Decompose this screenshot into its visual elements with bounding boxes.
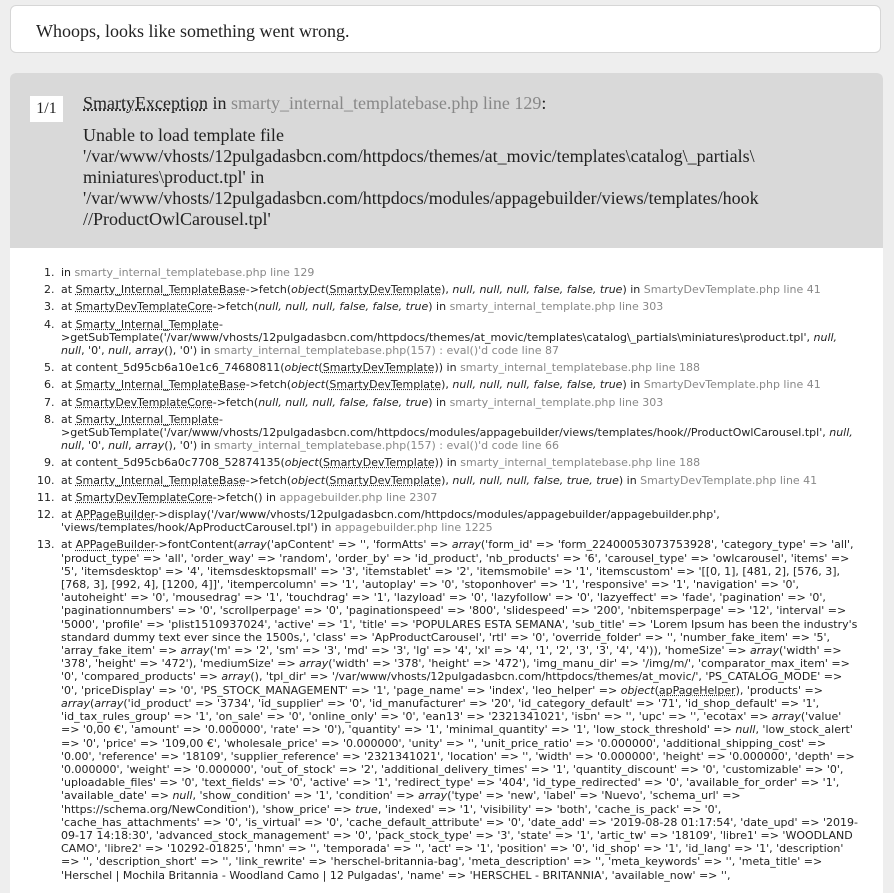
trace-text: , [128,344,136,358]
trace-text: ->fontContent( [154,538,238,552]
trace-text: ) in [428,395,450,409]
trace-class: SmartyDevTemplate [322,456,435,470]
trace-text: at [61,412,76,426]
trace-text: at content_5d95cb6a10e1c6_74680811( [61,361,285,375]
exception-in: in [207,93,231,113]
trace-text: object [291,283,326,297]
trace-text: ('id_product' => '3734', 'id_supplier' => '0', 'id_manufacturer' => '20', 'id_category_default' => '71', 'id_shop_default' => '1', 'id_tax_rules_group' => '1', 'on_sale' => '0', 'online_only' => '0', 'ean13' => '2321341021', 'isbn' => '', 'upc' => '', 'ecotax' => [61,696,820,724]
trace-location: smarty_internal_templatebase.php line 188 [460,361,700,375]
trace-location: appagebuilder.php line 2307 [279,490,438,504]
trace-text: in [61,266,75,279]
trace-class: SmartyDevTemplate [329,473,442,487]
trace-location: smarty_internal_template.php line 303 [449,395,664,409]
trace-text: ) in [428,300,450,314]
trace-class: APPageBuilder [75,538,155,552]
trace-location: smarty_internal_templatebase.php line 129 [74,266,315,279]
message-line: miniatures\product.tpl' in [83,167,265,187]
trace-text: (), '0') in [164,439,215,453]
trace-item [58,413,861,453]
trace-text: array [94,696,124,710]
trace-text: at [61,490,76,504]
exception-header [10,73,883,248]
trace-location: SmartyDevTemplate.php line 41 [640,473,818,487]
trace-class: SmartyDevTemplateCore [75,300,213,314]
exception-class: SmartyException [83,93,208,113]
trace-text: array [135,439,165,453]
trace-text: at [61,538,76,552]
trace-text: object [291,473,326,487]
trace-text: ('m' => '2', 'sm' => '3', 'md' => '3', 'lg' => '4', 'xl' => '4', '1', '2', '3', '3', '4', '4')), 'homeSize' => [209,644,750,658]
trace-text: null [172,789,193,803]
trace-class: Smarty_Internal_TemplateBase [75,283,246,297]
trace-text: , '0', [81,344,109,358]
trace-text: null [735,723,756,737]
trace-location: appagebuilder.php line 1225 [334,521,493,535]
trace-location: SmartyDevTemplate.php line 41 [643,283,821,297]
trace-text: object [284,361,319,375]
trace-text: ('apContent' => '', 'formAtts' => [266,538,452,552]
trace-text: ->getSubTemplate('/var/www/vhosts/12pulgadasbcn.com/httpdocs/themes/at_movic/templates\catalog\_partials\miniatures\product.tpl', [61,317,814,344]
trace-text: ->fetch( [245,283,292,297]
trace-location: SmartyDevTemplate.php line 41 [643,378,821,392]
trace-text: array [221,670,251,684]
trace-text: null, null, null, false, false, true [452,283,623,297]
trace-location: smarty_internal_templatebase.php(157) : eval()'d code line 87 [214,344,560,358]
trace-text: null, null [61,330,838,358]
trace-text: at [61,283,76,297]
error-alert [10,5,881,53]
trace-item [58,283,861,296]
trace-class: Smarty_Internal_Template [75,412,219,426]
trace-text: array [771,710,801,724]
message-line: '/var/www/vhosts/12pulgadasbcn.com/httpdocs/modules/appagebuilder/views/templates/hook [83,188,759,208]
trace-item [58,508,861,534]
trace-class: APPageBuilder [75,508,155,522]
trace-text: array [237,538,267,552]
stack-trace [10,266,883,886]
message-line: Unable to load template file [83,125,284,145]
trace-text: null, null, null, false, false, true [258,300,429,314]
error-message: Whoops, looks like something went wrong. [36,21,350,41]
trace-text: ->fetch() in [212,490,280,504]
trace-text: array [180,644,210,658]
trace-text: null, null, null, false, false, true [258,395,429,409]
trace-text: ( [90,696,95,710]
trace-text: ( [318,361,323,375]
trace-text: array [451,538,481,552]
trace-class: Smarty_Internal_Template [75,317,219,331]
trace-text: ('value' => '0,00 €', 'amount' => '0.000000', 'rate' => '0'), 'quantity' => '1', 'minimal_quantity' => '1', 'low_stock_threshold' => [61,710,842,737]
trace-text: null, null, null, false, true, true [452,473,619,487]
trace-text: ('width' => '378', 'height' => '472'), 'img_manu_dir' => '/img/m/', 'comparator_max_item' => '0', 'compared_products' => [61,657,850,684]
trace-text: ( [325,378,330,392]
trace-text: object [620,683,655,697]
trace-location: smarty_internal_templatebase.php line 188 [460,456,701,470]
trace-text: ('type' => 'new', 'label' => 'Nuevo', 'schema_url' => 'https://schema.org/NewCondition'), 'show_price' => [61,789,741,816]
trace-text: ( [325,283,330,297]
trace-text: ), [441,473,453,487]
trace-text: , 'indexed' => '1', 'visibility' => 'both', 'cache_is_pack' => '0', 'cache_has_attachments' => '0', 'is_virtual' => '0', 'cache_default_attribute' => '0', 'date_add' => '2019-08-28 01:17:54', 'date_upd' => '2019-09-17 14:18:30', 'advanced_stock_management' => '0', 'pack_stock_type' => '3', 'state' => '1', 'artic_tw' => '18109', 'libre1' => 'WOODLAND CAMO', 'libre2' => '10292-01825', 'hmn' => '', 'temporada' => '', 'act' => '1', 'position' => '0', 'id_shop' => '1', 'id_lang' => '1', 'description' => '', 'description_short' => '', 'link_rewrite' => 'herschel-britannia-bag', 'meta_description' => '', 'meta_keywords' => '', 'meta_title' => 'Herschel | Mochila Britannia - Woodland Camo | 12 Pulgadas', 'name' => 'HERSCHEL - BRITANNIA', 'available_now' => '', [61,802,858,882]
trace-text: (), 'tpl_dir' => '/var/www/vhosts/12pulgadasbcn.com/httpdocs/themes/at_movic/', 'PS_CATALOG_MODE' => '0', 'priceDisplay' => '0', 'PS_STOCK_MANAGEMENT' => '1', 'page_name' => 'index', 'leo_helper' => [61,670,843,697]
trace-text: ->fetch( [245,378,292,392]
trace-text: array [299,657,329,671]
trace-text: at content_5d95cb6a0c7708_52874135( [61,456,285,470]
trace-class: apPageHelper [658,683,736,697]
trace-text: at [61,395,76,409]
trace-text: at [61,473,76,487]
trace-item [58,474,861,487]
trace-text: ('form_id' => 'form_22400053073753928', 'category_type' => 'all', 'product_type' => 'all', 'order_way' => 'random', 'order_by' => 'id_product', 'nb_products' => '6', 'carousel_type' => 'owlcarousel', 'items' => '5', 'itemsdesktop' => '4', 'itemsdesktopsmall' => '3', 'itemstablet' => '2', 'itemsmobile' => '1', 'itemscustom' => '[[0, 1], [481, 2], [576, 3], [768, 3], [992, 4], [1200, 4]]', 'itempercolumn' => '1', 'autoplay' => '0', 'stoponhover' => '1', 'responsive' => '1', 'navigation' => '0', 'autoheight' => '0', 'mousedrag' => '1', 'touchdrag' => '1', 'lazyload' => '0', 'lazyfollow' => '0', 'lazyeffect' => 'fade', 'pagination' => '0', 'paginationnumbers' => '0', 'scrollperpage' => '0', 'paginationspeed' => '800', 'slidespeed' => '200', 'nbitemsperpage' => '12', 'interval' => '5000', 'profile' => 'plist1510937024', 'active' => '1', 'title' => 'POPULARES ESTA SEMANA', 'sub_title' => 'Lorem Ipsum has been the industry's standard dummy text ever since the 1500s,', 'class' => 'ApProductCarousel', 'rtl' => '0', 'override_folder' => '', 'number_fake_item' => '5', 'array_fake_item' => [61,538,858,658]
trace-text: array [749,644,780,658]
trace-text: )) in [434,456,461,470]
trace-text: ('width' => '378', 'height' => '472'), 'mediumSize' => [61,644,842,671]
trace-text: ->display('/var/www/vhosts/12pulgadasbcn.com/httpdocs/modules/appagebuilder/appagebuilder.php', 'views/templates/hook/ApProductCarousel.tpl') in [61,508,720,535]
exception-message [83,125,873,230]
exception-panel [10,73,883,893]
trace-text: , [128,439,136,453]
trace-text: ), [441,283,453,297]
trace-text: ( [654,683,659,697]
trace-text: array [135,344,165,358]
trace-class: SmartyDevTemplate [322,361,435,375]
trace-text: null [108,439,129,453]
trace-text: ->fetch( [212,395,259,409]
trace-text: ( [325,473,330,487]
trace-text: null, null, null, false, false, true [452,378,623,392]
trace-item [58,491,861,504]
trace-text: ) in [618,473,641,487]
trace-item [58,266,861,279]
trace-text: ( [318,456,323,470]
trace-text: at [61,300,76,314]
trace-item [58,300,861,313]
trace-text: )) in [434,361,461,375]
trace-text: ), [441,378,453,392]
trace-text: (), '0') in [164,344,215,358]
trace-text: ) in [622,378,644,392]
trace-text: ->fetch( [245,473,292,487]
trace-text: ->fetch( [212,300,259,314]
trace-class: Smarty_Internal_TemplateBase [75,378,246,392]
trace-text: at [61,317,76,331]
message-line: '/var/www/vhosts/12pulgadasbcn.com/httpdocs/themes/at_movic/templates\catalog\_partials\ [83,146,755,166]
trace-text: object [284,456,319,470]
trace-text: at [61,508,76,522]
trace-item [58,538,861,881]
trace-location: smarty_internal_template.php line 303 [449,300,664,314]
exception-file: smarty_internal_templatebase.php line 129 [231,93,542,113]
trace-class: Smarty_Internal_TemplateBase [75,473,246,487]
trace-text: , 'low_stock_alert' => '0', 'price' => '109,00 €', 'wholesale_price' => '0.000000', 'unity' => '', 'unit_price_ratio' => '0.000000', 'additional_shipping_cost' => '0.00', 'reference' => '18109', 'supplier_reference' => '2321341021', 'location' => '', 'width' => '0.000000', 'height' => '0.000000', 'depth' => '0.000000', 'weight' => '0.000000', 'out_of_stock' => '2', 'additional_delivery_times' => '1', 'quantity_discount' => '0', 'customizable' => '0', 'uploadable_files' => '0', 'text_fields' => '0', 'active' => '1', 'redirect_type' => '404', 'id_type_redirected' => '0', 'available_for_order' => '1', 'available_date' => [61,723,855,803]
trace-text: , '0', [81,439,109,453]
trace-text: ), 'products' => [735,683,823,697]
trace-text: null, null [61,426,853,453]
exception-counter: 1/1 [30,96,63,122]
trace-item [58,396,861,409]
trace-text: at [61,378,76,392]
trace-text: array [61,696,91,710]
trace-item [58,378,861,391]
trace-item [58,456,861,469]
trace-text: object [291,378,326,392]
trace-text: array [418,789,448,803]
trace-text: , 'show_condition' => '1', 'condition' => [192,789,419,803]
trace-location: smarty_internal_templatebase.php(157) : eval()'d code line 66 [214,439,560,453]
message-line: //ProductOwlCarousel.tpl' [83,209,271,229]
trace-text: ->getSubTemplate('/var/www/vhosts/12pulgadasbcn.com/httpdocs/modules/appagebuilder/views/templates/hook//ProductOwlCarousel.tpl', [61,412,830,440]
trace-class: SmartyDevTemplateCore [75,395,213,409]
trace-class: SmartyDevTemplateCore [75,490,213,504]
exception-title [83,93,546,114]
trace-class: SmartyDevTemplate [329,283,442,297]
trace-text: null [108,344,129,358]
trace-class: SmartyDevTemplate [329,378,442,392]
trace-item [58,361,861,374]
exception-colon: : [541,93,547,113]
trace-text: ) in [622,283,644,297]
trace-text: true [355,802,378,816]
trace-item [58,318,861,358]
